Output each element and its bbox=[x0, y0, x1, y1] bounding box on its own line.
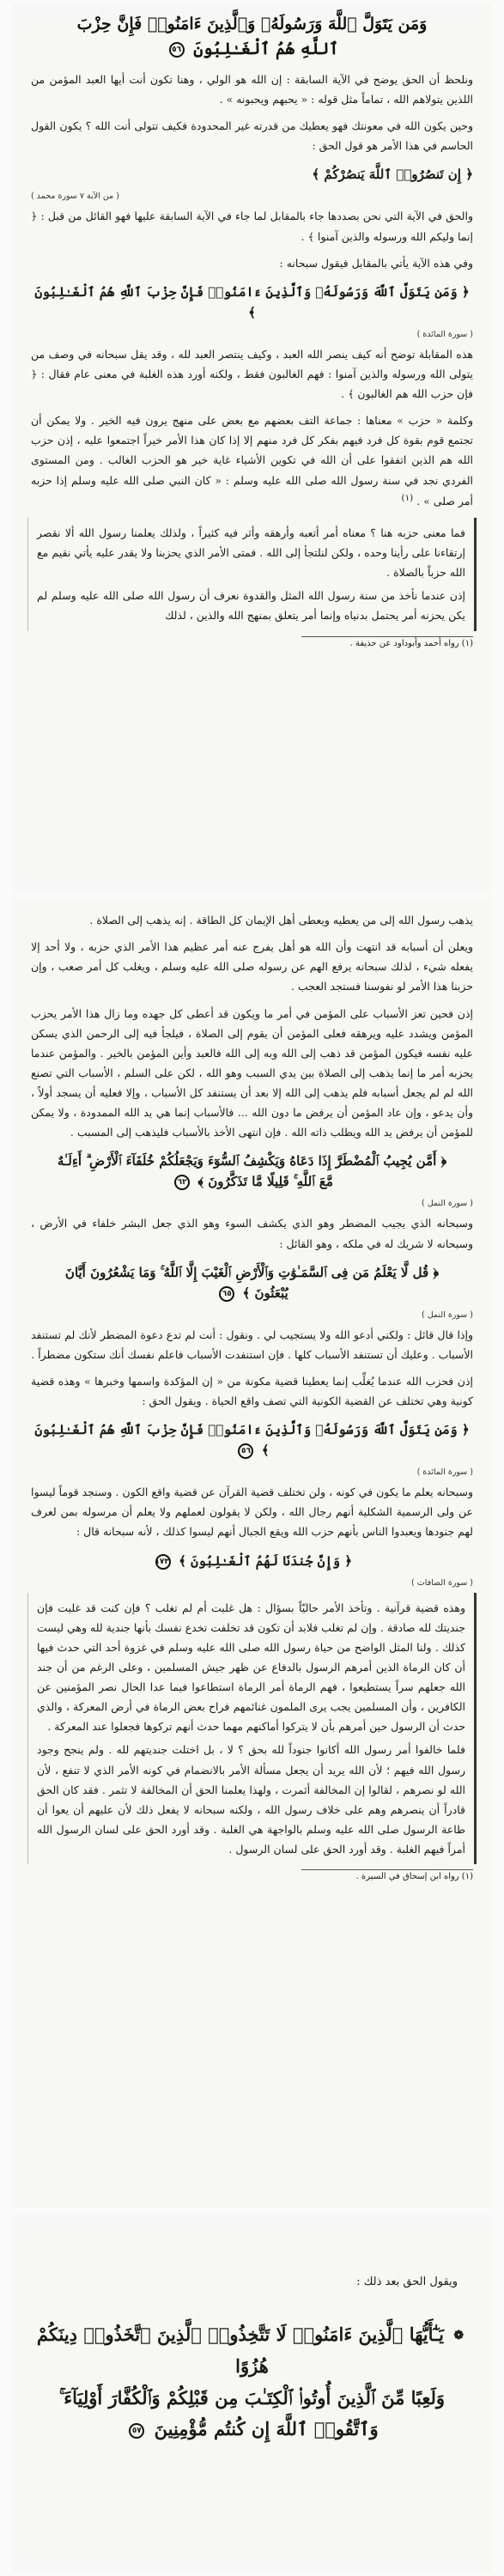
paragraph: فلما خالفوا أمر رسول الله أكانوا جنوداً لله بحق ؟ لا ، بل اختلت جنديتهم لله . ولم ينجح وجود رسول الله فيهم ؛ لأن الله يريد أن يجعل مسألة الأمر بالانضمام في كونه الأمر الذي لا تنفع ، لأن الله لو نصرهم ، لقالوا إن المخالفة أثمرت ، ولهذا يعلمنا الحق أن المخالفة لا تثمر . فقد كان الحق قادراً أن ينصرهم وهم على خلاف رسول الله ، ولكنه سبحانه لا يفعل ذلك لأن عليهم أن يعوا أن طاعة الرسول صلى الله عليه وسلم بالواجهة هي الغلبة . وقد أورد الحق على لسان الرسول الله أمراً فيهم الغلبة . وقد أورد الحق على لسان الرسول . bbox=[37, 1743, 465, 1856]
ayah-number-badge: ٦٥ bbox=[219, 1286, 234, 1302]
paragraph: والحق في الآية التي نحن بصددها جاء بالمقابل لما جاء في الآية السابقة عليها فهو القائل من قبل : ﴿ إنما وليكم الله ورسوله والذين آمنوا ﴾ . bbox=[31, 210, 473, 243]
verse-line bbox=[31, 1171, 473, 1192]
paragraph: إذن فحزب الله عندما يُغلِّب إنما يعطينا قضية مكونة من « إن المؤكدة واسمها وخبرها » وهذه قضية كونية وهي تختلف عن القضية الكونية التي تصف واقع الحياة . ويقول الحق : bbox=[31, 1374, 473, 1407]
page-sheet-2 bbox=[12, 898, 492, 2208]
top-verse-line-2-text: ٱللَّهِ هُمُ ٱلْغَـٰلِبُونَ bbox=[193, 39, 339, 59]
top-verse-line-2 bbox=[27, 37, 477, 62]
verse-ornament-icon: ❁ bbox=[453, 2329, 465, 2343]
verse-source: ( سورة النمل ) bbox=[422, 1199, 473, 1209]
paragraph: وإذا قال قائل : ولكني أدعو الله ولا يستجيب لي . ونقول : أنت لم تدع دعوة المضطر لأنك لم تستنفد الأسباب . وعليك أن تستنفد الأسباب كلها . فإن استنفدت الأسباب فاعلم نفسك أنك ستكون مضطراً . bbox=[31, 1327, 473, 1361]
verse-line-text: ﴿ وَمَن يَتَوَلَّ ٱللَّهَ وَرَسُولَهُۥ وَٱلَّذِينَ ءَامَنُوا۟ فَإِنَّ حِزْبَ ٱللَّهِ هُمُ ٱلْغَـٰلِبُونَ ﴾ bbox=[34, 1422, 470, 1459]
ayah-number-badge: ٥٦ bbox=[169, 42, 185, 58]
footnote-divider bbox=[301, 1869, 473, 1870]
paragraph: ويعلن أن أسبابه قد انتهت وأن الله هو أهل يفرج عنه أمر عظيم هذا الأمر الذي حزبه ، ولا أحد إلا يفعله شيء ، لذلك سبحانه يرفع الهم عن رسوله صلى الله عليه وسلم ، ويغلب كل أمر صعب ، وإن حزبنا هذا الأمر لو نفوسنا فستجد العجب . bbox=[31, 940, 473, 993]
verse-line-text: يَـٰٓأَيُّهَا ٱلَّذِينَ ءَامَنُوا۟ لَا تَتَّخِذُوا۟ ٱلَّذِينَ ٱتَّخَذُوا۟ دِينَكُمْ هُزُوًا bbox=[36, 2324, 445, 2377]
paragraph: وهذه قضية قرآنية . وتأخذ الأمر حاليّاً بسؤال : هل غلبت أم لم تغلب ؟ فإن كنت قد غلبت فإن جنديتك لله صادقة . وإن لم تغلب فلابد أن تكون قد تخلفت تخدع نفسك بأنها جندية لله وهي ليست كذلك . ولنا المثل الواضح من حياة رسول الله صلى الله عليه وسلم في غزوة أحد التي حدث فيها أن كان الرماة الذين أمرهم الرسول بالدفاع عن ظهر جيش المسلمين ، وعلى الرغم من أن جند الله جعلهم سراً يستطيعوا ، فهم الرماة أمر الرماة استطاعوا فيما عدا الحال نصر المؤمنين عن الكافرين ، وأن المسلمين يجب يرى الملمون غنائمهم فراح بعض الرماة في أرض المعركة ، والذي حدث أن الرسول حين أمرهم بأن لا يتركوا أماكنهم مهما حدث أنهم تركوها فجعلوا عند المعركة . bbox=[37, 1601, 465, 1734]
footnote-marker: (١) bbox=[401, 492, 414, 503]
quran-verse: ﴿ إِن تَنصُرُوا۟ ٱللَّهَ يَنصُرْكُمْ ﴾ bbox=[312, 167, 473, 183]
verse-source: ( سورة الصافات ) bbox=[411, 1577, 473, 1588]
verse-line: ﴿ أَمَّن يُجِيبُ ٱلْمُضْطَرَّ إِذَا دَعَاهُ وَيَكْشِفُ ٱلسُّوٓءَ وَيَجْعَلُكُمْ خُلَفَآءَ ٱلْأَرْضِ ۗ أَءِلَـٰهٌ bbox=[57, 1153, 447, 1170]
verse-line bbox=[26, 2319, 478, 2383]
ayah-number-badge: ٥٦ bbox=[238, 1443, 253, 1459]
quran-verse-naml-62 bbox=[12, 1145, 492, 1197]
page-sheet-3 bbox=[12, 2215, 492, 2573]
paragraph: هذه المقابلة توضح أنه كيف ينصر الله العبد ، وكيف ينتصر العبد لله ، وقد يقل سبحانه في وصف من يتولى الله ورسوله والذين آمنوا : فهم الغالبون فقط ، ولكنه أورد هذه الغلبة في معنى عام فقال : ﴿ فإن حزب الله هم الغالبون ﴾ . bbox=[31, 347, 473, 400]
boxed-passage bbox=[27, 1593, 477, 1865]
top-verse-banner bbox=[12, 3, 492, 66]
boxed-passage bbox=[27, 518, 477, 631]
paragraph: إذن عندما نأخذ من سنة رسول الله المثل والقدوة نعرف أن رسول الله صلى الله عليه وسلم لم يكن يحزنه أمر يحتمل بدنياه وإنما أمر يتعلق بمنهج الله والذين ، لذلك bbox=[37, 589, 465, 623]
verse-line-text: يُبْعَثُونَ ﴾ bbox=[242, 1285, 288, 1301]
verse-source: ( سورة المائدة ) bbox=[416, 1467, 473, 1478]
paragraph: وسبحانه الذي يجيب المضطر وهو الذي يكشف السوء وهو الذي جعل البشر خلفاء في الأرض ، وسبحانه لا شريك له في ملكه ، وهو القائل : bbox=[31, 1217, 473, 1250]
verse-line: وَلَعِبًا مِّنَ ٱلَّذِينَ أُوتُوا۟ ٱلْكِتَـٰبَ مِن قَبْلِكُمْ وَٱلْكُفَّارَ أَوْلِيَآءَ ۚ bbox=[58, 2386, 446, 2409]
paragraph: يذهب رسول الله إلى من يعطيه ويعطى أهل الإيمان كل الطاقة . إنه يذهب إلى الصلاة . bbox=[89, 914, 473, 927]
paragraph: وفي هذه الآية يأتي بالمقابل فيقول سبحانه : bbox=[279, 256, 473, 270]
verse-line-text: ﴿ وَإِنَّ جُندَنَا لَهُمُ ٱلْغَـٰلِبُونَ ﴾ bbox=[179, 1552, 353, 1569]
verse-line: ﴿ قُل لَّا يَعْلَمُ مَن فِى ٱلسَّمَـٰوَٰتِ وَٱلْأَرْضِ ٱلْغَيْبَ إِلَّا ٱللَّهُ ۚ وَمَا يَشْعُرُونَ أَيَّانَ bbox=[64, 1264, 440, 1280]
verse-source: ( سورة المائدة ) bbox=[416, 329, 473, 339]
page-sheet-1 bbox=[12, 3, 492, 893]
paragraph: وحين يكون الله في معونتك فهو يعطيك من قدرته غير المحدودة فكيف تتولى أنت الله ؟ يكون القول الحاسم في هذا الأمر هو قول الحق : bbox=[31, 119, 473, 153]
footnote: (١) رواه أحمد وأبوداود عن حذيفة . bbox=[349, 638, 473, 648]
quran-verse-maida-56 bbox=[12, 1414, 492, 1466]
ayah-number-badge: ٦٢ bbox=[174, 1175, 190, 1190]
quran-verse-naml-65 bbox=[12, 1257, 492, 1309]
ayah-number-badge: ١٧٣ bbox=[155, 1554, 171, 1570]
top-verse-line-1: وَمَن يَتَوَلَّ ٱللَّهَ وَرَسُولَهُۥ وَٱلَّذِينَ ءَامَنُوا۟ فَإِنَّ حِزْبَ bbox=[76, 15, 428, 33]
section-lead: ويقول الحق بعد ذلك : bbox=[356, 2275, 458, 2288]
paragraph: وسبحانه يعلم ما يكون في كونه ، ولن تختلف قضية القرآن عن قضية واقع الكون . وسنجد قوماً ليسوا عن ولى الرسمية الشكلية أنهم رجال الله ، ولكن لا يقولون لعملهم ولا يعلم أن مرسوله بمن لعرف لهم جنودها ويعبدوا الناس بأنهم حزب الله ويقع الجبال أنهم ليسوا كذلك ، لأنه سبحانه قال : bbox=[31, 1485, 473, 1539]
paragraph-text: وكلمة « حزب » معناها : جماعة التف بعضهم مع بعض على منهج يرون فيه الخير . ولا يمكن أن تجتمع قوم بقوة كل فرد فيهم بفكر كل فرد منهم إلا إذا كان هذا الأمر خيراً اجتمعوا عليه ، إذن حزب الله هم الذين اتفقوا على أن الله في تكوين الأشياء غاية خير هو الحزب الغالب . ومن المستوى الفردي نجد في سنة رسول الله صلى الله عليه وسلم : « كان النبي صلى الله عليه وسلم إذا حزبه أمر صلى » . bbox=[31, 414, 473, 507]
paragraph: ونلحظ أن الحق يوضح في الآية السابقة : إن الله هو الولي ، وهنا تكون أنت أيها العبد المؤمن من اللذين يتولاهم الله ، تماماً مثل قوله : « يحبهم ويحبونه » . bbox=[31, 72, 473, 106]
paragraph: فما معنى حزبه هنا ؟ معناه أمر أتعبه وأرهقه وأثر فيه كثيراً ، ولذلك يعلمنا رسول الله ألا نقصر إرتقاءنا على رأينا وحده ، ولكن لنلتجأ إلى الله . فمتى الأمر الذي يحزبنا ولا يقدر عليه يأتي نقيم مع الله حزباً بالصلاة . bbox=[37, 526, 465, 580]
verse-line bbox=[31, 1283, 473, 1303]
quran-verse-saffat-173 bbox=[12, 1546, 492, 1577]
paragraph: إذن فحين تعز الأسباب على المؤمن في أمر ما ويكون قد أعطى كل جهده وما زال هذا الأمر يحزب المؤمن ويشدد عليه ويرهقه فعلى المؤمن أن يقوم إلى الصلاة ، فيلجأ فيه إلى الرحمن الذي يسكن عليه نفسه فيكون المؤمن قد ذهب إلى الله وبه إلى الله فالعبد وأين المؤمن بالخير . والمؤمن عندما يحزبه أمر ما إنما يذهب إلى الصلاة بين يدي السبب وهو الله ، لكن على السلم ، الأسباب التي تصنع الله لم لم يجعل أسبابه فلم يذهب إلى الله إلا بعد أن يستنفد كل الأسباب ، وإلا فعليه أن يسجد أولاً ، وأن يدعو ، وإن عاد المؤمن أن يرفض ما دون الله ... فالأسباب إنما هي يد الله الممدودة ، ولا يمكن للمؤمن أن يرفض يد الله ويطلب ذاته الله . فإن انتهى الأخذ بالأسباب فليذهب إلى المسبب . bbox=[31, 1006, 473, 1139]
paragraph bbox=[12, 407, 492, 514]
footnote: (١) رواه ابن إسحاق في السيرة . bbox=[355, 1872, 473, 1882]
verse-line-text: مَّعَ ٱللَّهِ ۚ قَلِيلًا مَّا تَذَكَّرُونَ ﴾ bbox=[197, 1174, 333, 1190]
ayah-number-badge: ٥٧ bbox=[129, 2423, 144, 2439]
footnote-divider bbox=[301, 636, 473, 637]
quran-verse: ﴿ وَمَن يَتَوَلَّ ٱللَّهَ وَرَسُولَهُۥ وَٱلَّذِينَ ءَامَنُوا۟ فَإِنَّ حِزْبَ ٱللَّهِ هُمُ ٱلْغَـٰلِبُونَ ﴾ bbox=[34, 283, 470, 320]
quran-verse-maida-57 bbox=[12, 2314, 492, 2451]
verse-source: ( من الآية ٧ سورة محمد ) bbox=[31, 191, 119, 202]
verse-line-text: وَٱتَّقُوا۟ ٱللَّهَ إِن كُنتُم مُّؤْمِنِينَ bbox=[154, 2418, 379, 2440]
verse-source: ( سورة النمل ) bbox=[422, 1309, 473, 1320]
verse-line bbox=[26, 2414, 478, 2445]
